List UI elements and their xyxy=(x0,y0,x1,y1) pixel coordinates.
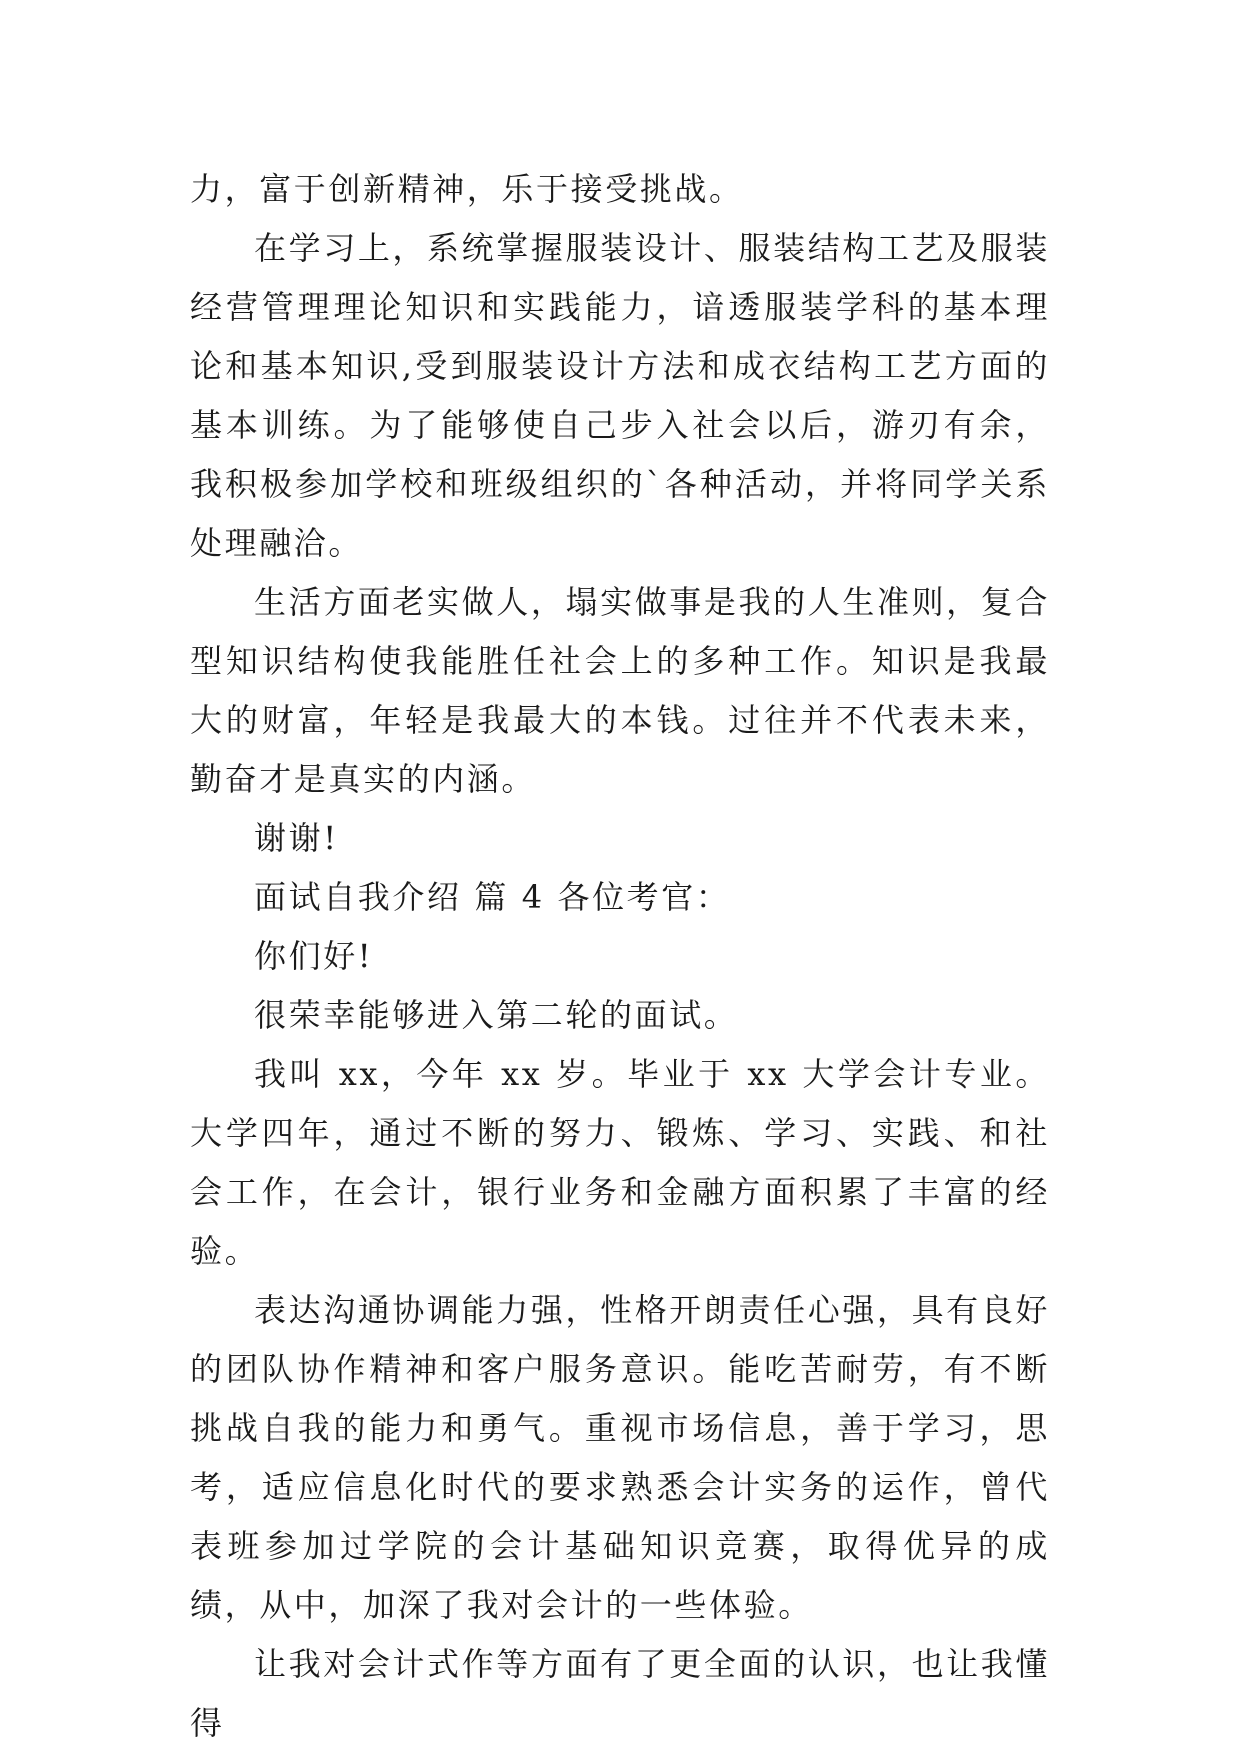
paragraph-life: 生活方面老实做人，塌实做事是我的人生准则，复合型知识结构使我能胜任社会上的多种工作。知识是我最大的财富，年轻是我最大的本钱。过往并不代表未来，勤奋才是真实的内涵。 xyxy=(190,583,1050,798)
paragraph-study: 在学习上，系统掌握服装设计、服装结构工艺及服装经营管理理论知识和实践能力，谙透服装学科的基本理论和基本知识,受到服装设计方法和成衣结构工艺方面的基本训练。为了能够使自己步入社会以后，游刃有余，我积极参加学校和班级组织的`各种活动，并将同学关系处理融洽。 xyxy=(190,229,1050,562)
paragraph-greeting: 你们好! xyxy=(254,937,374,975)
paragraph-thanks: 谢谢! xyxy=(254,819,339,857)
paragraph-continuation: 力，富于创新精神，乐于接受挑战。 xyxy=(190,170,744,208)
section-heading: 面试自我介绍 篇 4 各位考官： xyxy=(254,878,731,916)
document-body xyxy=(190,160,1050,1753)
paragraph-closing: 让我对会计式作等方面有了更全面的认识，也让我懂得 xyxy=(190,1645,1050,1742)
paragraph-honored: 很荣幸能够进入第二轮的面试。 xyxy=(254,996,739,1034)
paragraph-abilities: 表达沟通协调能力强，性格开朗责任心强，具有良好的团队协作精神和客户服务意识。能吃苦耐劳，有不断挑战自我的能力和勇气。重视市场信息，善于学习，思考，适应信息化时代的要求熟悉会计实务的运作，曾代表班参加过学院的会计基础知识竞赛，取得优异的成绩，从中，加深了我对会计的一些体验。 xyxy=(190,1291,1050,1624)
paragraph-introduction: 我叫 xx，今年 xx 岁。毕业于 xx 大学会计专业。大学四年，通过不断的努力、锻炼、学习、实践、和社会工作，在会计，银行业务和金融方面积累了丰富的经验。 xyxy=(190,1055,1050,1270)
